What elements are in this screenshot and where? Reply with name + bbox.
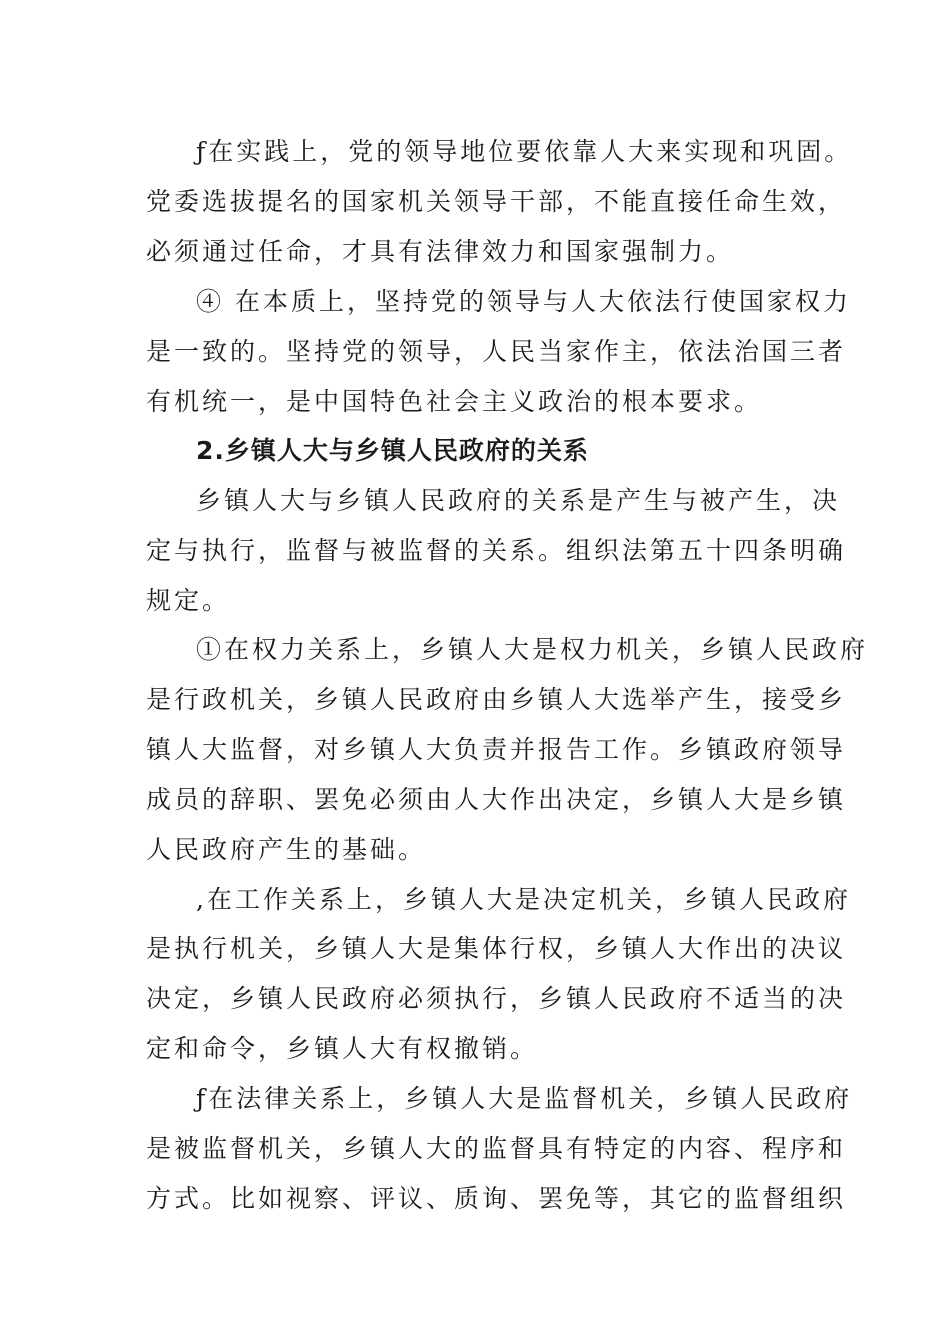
line-text: 是执行机关，乡镇人大是集体行权，乡镇人大作出的决议 [146, 934, 847, 963]
paragraph-line [0, 784, 950, 816]
paragraph-line [0, 983, 950, 1015]
line-text: ƒ在法律关系上，乡镇人大是监督机关，乡镇人民政府 [196, 1084, 853, 1113]
paragraph-line [0, 386, 950, 418]
line-text: 方式。比如视察、评议、质询、罢免等，其它的监督组织 [146, 1184, 847, 1213]
line-text: 成员的辞职、罢免必须由人大作出决定，乡镇人大是乡镇 [146, 785, 847, 814]
heading-text: 2.乡镇人大与乡镇人民政府的关系 [196, 436, 589, 465]
paragraph-line [0, 485, 950, 517]
paragraph-line [0, 336, 950, 368]
paragraph-line [0, 634, 950, 666]
line-text: 乡镇人大与乡镇人民政府的关系是产生与被产生，决 [196, 486, 841, 515]
line-text: ④ 在本质上，坚持党的领导与人大依法行使国家权力 [196, 287, 851, 316]
paragraph-line [0, 535, 950, 567]
paragraph-line [0, 1133, 950, 1165]
paragraph-line [0, 186, 950, 218]
paragraph-line [0, 1033, 950, 1065]
line-text: 人民政府产生的基础。 [146, 835, 427, 864]
paragraph-line [0, 585, 950, 617]
section-heading [0, 435, 950, 467]
paragraph-line [0, 136, 950, 168]
paragraph-line [0, 884, 950, 916]
paragraph-line [0, 236, 950, 268]
line-text: 定和命令，乡镇人大有权撤销。 [146, 1034, 539, 1063]
paragraph-line [0, 684, 950, 716]
line-text: 是被监督机关，乡镇人大的监督具有特定的内容、程序和 [146, 1134, 847, 1163]
line-text: 是行政机关，乡镇人民政府由乡镇人大选举产生，接受乡 [146, 685, 847, 714]
line-text: 规定。 [146, 586, 231, 615]
line-text: ①在权力关系上，乡镇人大是权力机关，乡镇人民政府 [196, 635, 869, 664]
line-text: 是一致的。坚持党的领导，人民当家作主，依法治国三者 [146, 337, 847, 366]
line-text: 定与执行，监督与被监督的关系。组织法第五十四条明确 [146, 536, 847, 565]
line-text: ƒ在实践上，党的领导地位要依靠人大来实现和巩固。 [196, 137, 853, 166]
line-text: 决定，乡镇人民政府必须执行，乡镇人民政府不适当的决 [146, 984, 847, 1013]
paragraph-line [0, 1083, 950, 1115]
paragraph-line [0, 834, 950, 866]
line-text: 镇人大监督，对乡镇人大负责并报告工作。乡镇政府领导 [146, 735, 847, 764]
line-text: 党委选拔提名的国家机关领导干部，不能直接任命生效， [146, 187, 847, 216]
paragraph-line [0, 1183, 950, 1215]
paragraph-line [0, 734, 950, 766]
line-text: 必须通过任命，才具有法律效力和国家强制力。 [146, 237, 735, 266]
line-text: ,在工作关系上，乡镇人大是决定机关，乡镇人民政府 [196, 885, 851, 914]
paragraph-line [0, 933, 950, 965]
line-text: 有机统一，是中国特色社会主义政治的根本要求。 [146, 387, 763, 416]
paragraph-line [0, 286, 950, 318]
